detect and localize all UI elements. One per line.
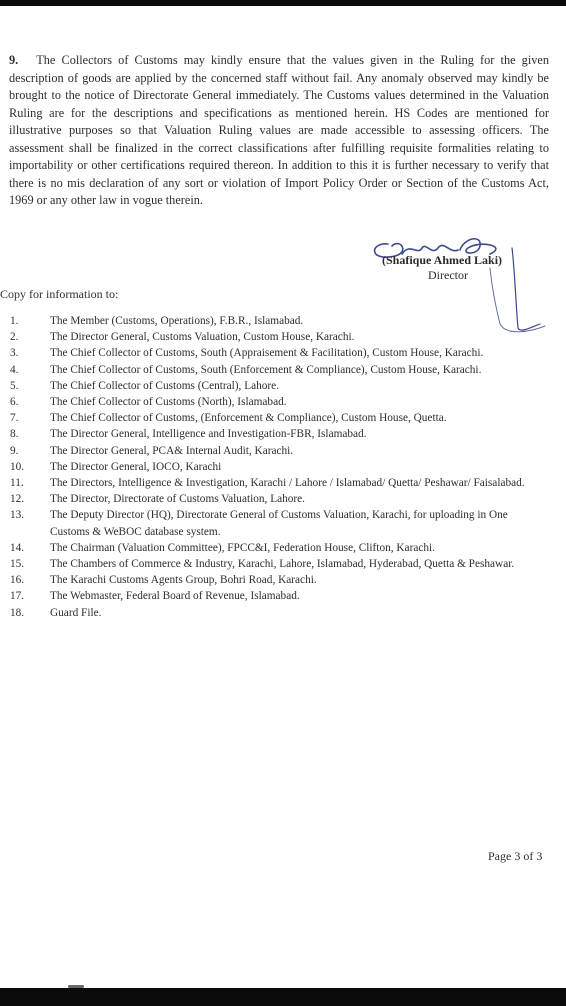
- list-item-number: 16.: [10, 574, 25, 587]
- paragraph-number: 9.: [9, 53, 19, 68]
- list-item-number: 4.: [10, 363, 19, 376]
- paragraph-text: The Collectors of Customs may kindly ensure that the values given in the Ruling for the given description of goods are applied by the concerned staff without fail. Any anomaly observed may kindly be brought to the notice of Directorate General immediately. The Customs values determined in the Valuation Ruling are for the descriptions and specifications as mentioned herein. HS Codes are mentioned for illustrative purposes so that Valuation Ruling values are made accessible to assessing officers. The assessment shall be finalized in the correct classifications after fulfilling requisite formalities relating to importability or other certifications required thereon. In addition to this it is further necessary to verify that there is no mis declaration of any sort or violation of Import Policy Order or Section of the Customs Act, 1969 or any other law in vogue therein.: [9, 53, 549, 208]
- list-item-text: The Chief Collector of Customs, South (Enforcement & Compliance), Custom House, Karachi.: [50, 363, 482, 376]
- list-item-text: The Chief Collector of Customs (Central), Lahore.: [50, 379, 280, 392]
- list-item-text: The Deputy Director (HQ), Directorate General of Customs Valuation, Karachi, for uploading in One Customs & WeBOC database system.: [50, 509, 508, 538]
- list-item-number: 1.: [10, 315, 19, 327]
- list-item-text: The Webmaster, Federal Board of Revenue, Islamabad.: [50, 590, 300, 603]
- list-item: [0, 443, 566, 459]
- list-item: [0, 426, 566, 442]
- list-item-text: The Chief Collector of Customs (North), Islamabad.: [50, 396, 287, 409]
- list-item-number: 12.: [10, 493, 25, 506]
- list-item: [0, 556, 566, 572]
- list-item-text: The Chief Collector of Customs, (Enforcement & Compliance), Custom House, Quetta.: [50, 412, 447, 425]
- paragraph-9: [9, 52, 549, 210]
- list-item-number: 17.: [10, 590, 25, 603]
- list-item-text: The Director General, Intelligence and Investigation-FBR, Islamabad.: [50, 428, 367, 441]
- list-item-number: 5.: [10, 379, 19, 392]
- list-item: [0, 572, 566, 588]
- bottom-edge-bar: [0, 988, 566, 1006]
- list-item-number: 9.: [10, 444, 19, 457]
- list-item-text: The Director General, Customs Valuation, Custom House, Karachi.: [50, 331, 355, 344]
- list-item-number: 18.: [10, 606, 25, 619]
- list-item-number: 15.: [10, 558, 25, 571]
- list-item: [0, 605, 566, 621]
- list-item-number: 10.: [10, 460, 25, 473]
- list-item: [0, 362, 566, 378]
- list-item: [0, 588, 566, 604]
- list-item-text: The Director General, PCA& Internal Audit, Karachi.: [50, 444, 294, 457]
- signatory-name: (Shafique Ahmed Laki): [382, 253, 503, 267]
- list-item-number: 6.: [10, 396, 19, 409]
- list-item: [0, 491, 566, 507]
- list-item-number: 13.: [10, 509, 25, 522]
- list-item: [0, 378, 566, 394]
- list-item: [0, 540, 566, 556]
- list-item-text: The Member (Customs, Operations), F.B.R., Islamabad.: [50, 315, 304, 327]
- list-item: [0, 345, 566, 361]
- list-item: [0, 475, 566, 491]
- top-edge-bar: [0, 0, 566, 6]
- list-item-number: 8.: [10, 428, 19, 441]
- list-item-text: The Chambers of Commerce & Industry, Karachi, Lahore, Islamabad, Hyderabad, Quetta & Peshawar.: [50, 558, 515, 571]
- list-item-text: The Director, Directorate of Customs Valuation, Lahore.: [50, 493, 306, 506]
- list-item: [0, 313, 566, 329]
- list-item-text: The Chairman (Valuation Committee), FPCC&I, Federation House, Clifton, Karachi.: [50, 541, 435, 554]
- list-item: [0, 329, 566, 345]
- copy-list: [0, 313, 566, 621]
- list-item-number: 14.: [10, 541, 25, 554]
- page-number: Page 3 of 3: [488, 849, 543, 863]
- list-item-text: The Karachi Customs Agents Group, Bohri Road, Karachi.: [50, 574, 317, 587]
- list-item-number: 7.: [10, 412, 19, 425]
- list-item: [0, 394, 566, 410]
- bottom-mark: [68, 985, 84, 988]
- list-item-text: The Director General, IOCO, Karachi: [50, 460, 222, 473]
- list-item-number: 3.: [10, 347, 19, 360]
- list-item: [0, 410, 566, 426]
- list-item-number: 11.: [10, 477, 24, 490]
- list-item: [0, 507, 566, 539]
- list-item: [0, 459, 566, 475]
- list-item-text: The Chief Collector of Customs, South (Appraisement & Facilitation), Custom House, Karachi.: [50, 347, 484, 360]
- list-item-text: The Directors, Intelligence & Investigation, Karachi / Lahore / Islamabad/ Quetta/ Peshawar/ Faisalabad.: [50, 477, 525, 490]
- copy-heading: Copy for information to:: [0, 287, 119, 301]
- list-item-number: 2.: [10, 331, 19, 344]
- signatory-title: Director: [428, 268, 468, 282]
- list-item-text: Guard File.: [50, 606, 102, 619]
